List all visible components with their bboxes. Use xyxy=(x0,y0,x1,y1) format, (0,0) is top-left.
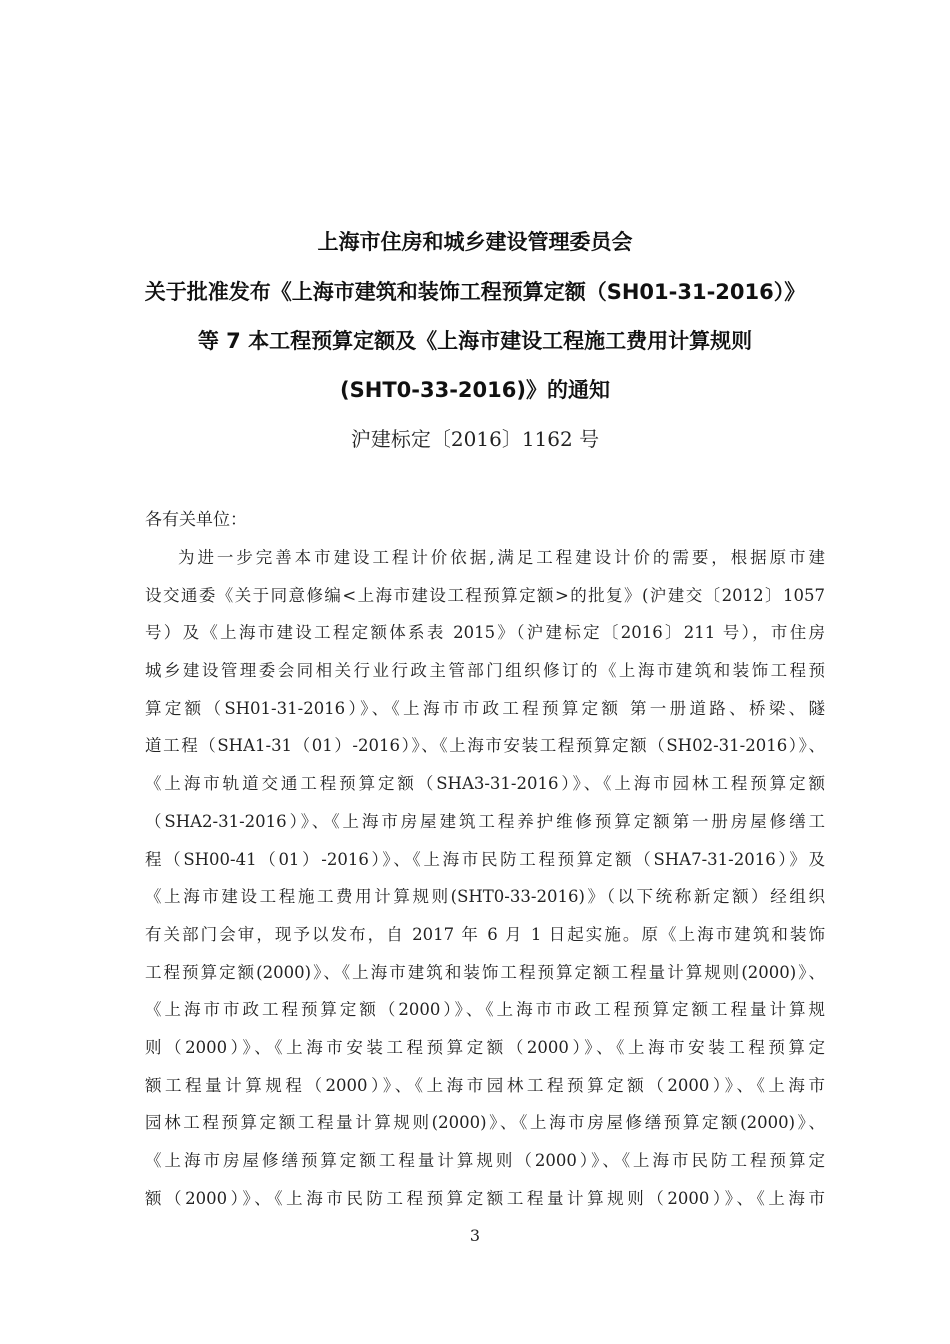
body-line: 《上海市建设工程施工费用计算规则(SHT0-33-2016)》（以下统称新定额）经组织 xyxy=(145,887,825,907)
title-line-2: 关于批准发布《上海市建筑和装饰工程预算定额（SH01-31-2016）》 xyxy=(144,280,806,304)
body-text xyxy=(145,545,825,1223)
body-line: 有关部门会审，现予以发布，自 2017 年 6 月 1 日起实施。原《上海市建筑和装饰 xyxy=(145,924,825,944)
page-number: 3 xyxy=(469,1226,481,1245)
body-line: 额工程量计算规程（2000）》、《上海市园林工程预算定额（2000）》、《上海市 xyxy=(145,1075,825,1095)
title-line-3: 等 7 本工程预算定额及《上海市建设工程施工费用计算规则 xyxy=(197,329,753,353)
body-line: 《上海市市政工程预算定额（2000）》、《上海市市政工程预算定额工程量计算规 xyxy=(145,1000,825,1020)
title-line-1: 上海市住房和城乡建设管理委员会 xyxy=(317,230,633,254)
salutation: 各有关单位： xyxy=(145,510,247,530)
body-line: 道工程（SHA1-31（01）-2016）》、《上海市安装工程预算定额（SH02-31-2016）》、 xyxy=(145,736,825,756)
title-line-4: (SHT0-33-2016)》的通知 xyxy=(340,378,610,402)
body-line: 额（2000）》、《上海市民防工程预算定额工程量计算规则（2000）》、《上海市 xyxy=(145,1188,825,1208)
body-line: 为进一步完善本市建设工程计价依据,满足工程建设计价的需要，根据原市建 xyxy=(178,548,825,567)
body-line: 设交通委《关于同意修编<上海市建设工程预算定额>的批复》(沪建交〔2012〕1057 xyxy=(145,585,825,605)
body-line: 算定额（SH01-31-2016）》、《上海市市政工程预算定额 第一册道路、桥梁、隧 xyxy=(145,698,825,718)
body-line: 号）及《上海市建设工程定额体系表 2015》（沪建标定〔2016〕211 号），市住房 xyxy=(145,623,825,643)
body-line: 《上海市房屋修缮预算定额工程量计算规则（2000）》、《上海市民防工程预算定 xyxy=(145,1151,825,1170)
body-line: （SHA2-31-2016）》、《上海市房屋建筑工程养护维修预算定额第一册房屋修缮工 xyxy=(145,811,825,831)
body-line: 城乡建设管理委会同相关行业行政主管部门组织修订的《上海市建筑和装饰工程预 xyxy=(145,661,825,681)
body-line: 《上海市轨道交通工程预算定额（SHA3-31-2016）》、《上海市园林工程预算定额 xyxy=(145,774,825,794)
body-line: 工程预算定额(2000)》、《上海市建筑和装饰工程预算定额工程量计算规则(2000)》、 xyxy=(145,962,825,982)
body-line: 程（SH00-41（01）-2016）》、《上海市民防工程预算定额（SHA7-31-2016）》及 xyxy=(145,849,825,869)
document-number: 沪建标定〔2016〕1162 号 xyxy=(350,427,600,451)
body-line: 园林工程预算定额工程量计算规则(2000)》、《上海市房屋修缮预算定额(2000)》、 xyxy=(145,1113,825,1133)
body-line: 则（2000）》、《上海市安装工程预算定额（2000）》、《上海市安装工程预算定 xyxy=(145,1037,825,1057)
